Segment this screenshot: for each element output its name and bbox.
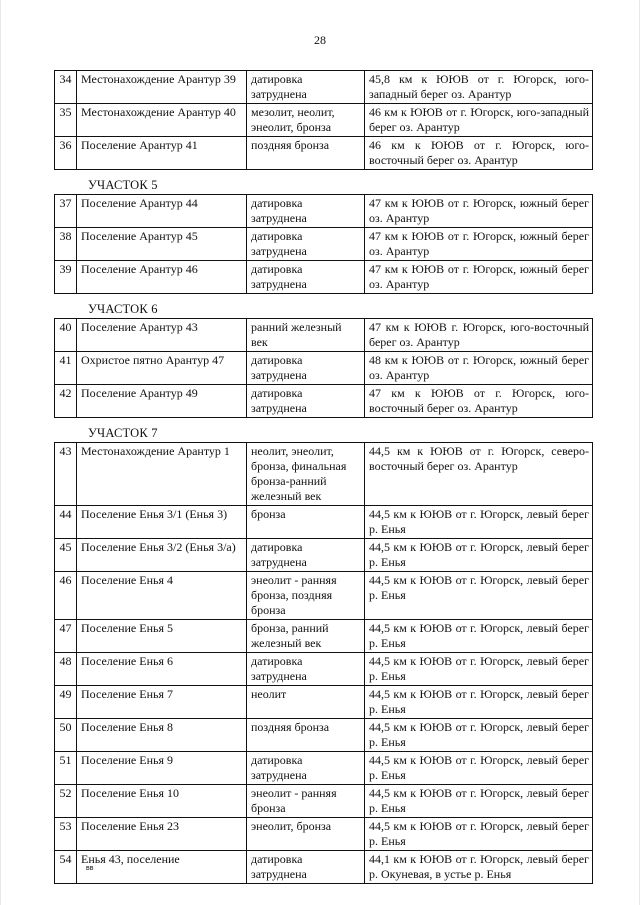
site-location: 44,5 км к ЮЮВ от г. Югорск, левый берег р. Енья <box>365 572 593 620</box>
site-dating: неолит <box>247 686 365 719</box>
row-number: 42 <box>55 385 77 418</box>
table-row <box>55 352 593 385</box>
row-number: 36 <box>55 137 77 170</box>
site-location: 44,5 км к ЮЮВ от г. Югорск, левый берег р. Енья <box>365 506 593 539</box>
section-uchastok-5 <box>54 194 592 294</box>
table-row <box>55 71 593 104</box>
site-location: 47 км к ЮЮВ от г. Югорск, южный берег оз. Арантур <box>365 195 593 228</box>
row-number: 43 <box>55 443 77 506</box>
row-number: 51 <box>55 752 77 785</box>
site-dating: поздняя бронза <box>247 137 365 170</box>
site-dating: мезолит, неолит, энеолит, бронза <box>247 104 365 137</box>
site-name: Поселение Арантур 44 <box>77 195 247 228</box>
site-name: Поселение Арантур 45 <box>77 228 247 261</box>
row-number: 52 <box>55 785 77 818</box>
table-row <box>55 319 593 352</box>
site-dating: датировка затруднена <box>247 228 365 261</box>
site-location: 44,5 км к ЮЮВ от г. Югорск, левый берег р. Енья <box>365 686 593 719</box>
site-name: Местонахождение Арантур 40 <box>77 104 247 137</box>
table-row <box>55 818 593 851</box>
table-row <box>55 137 593 170</box>
site-location: 47 км к ЮЮВ от г. Югорск, юго-восточный берег оз. Арантур <box>365 385 593 418</box>
site-name: Поселение Енья 5 <box>77 620 247 653</box>
section-uchastok-7 <box>54 442 592 884</box>
footer-mark: вв <box>86 865 94 872</box>
row-number: 44 <box>55 506 77 539</box>
site-dating: энеолит - ранняя бронза, поздняя бронза <box>247 572 365 620</box>
site-dating: датировка затруднена <box>247 539 365 572</box>
table-row <box>55 620 593 653</box>
site-name: Местонахождение Арантур 1 <box>77 443 247 506</box>
table-row <box>55 195 593 228</box>
table-row <box>55 752 593 785</box>
site-name: Поселение Арантур 43 <box>77 319 247 352</box>
row-number: 54 <box>55 851 77 884</box>
row-number: 47 <box>55 620 77 653</box>
section-title: УЧАСТОК 5 <box>88 178 158 192</box>
site-dating: датировка затруднена <box>247 385 365 418</box>
site-location: 46 км к ЮЮВ от г. Югорск, юго-восточный берег оз. Арантур <box>365 137 593 170</box>
site-dating: датировка затруднена <box>247 71 365 104</box>
site-dating: датировка затруднена <box>247 653 365 686</box>
site-location: 47 км к ЮЮВ г. Югорск, юго-восточный берег оз. Арантур <box>365 319 593 352</box>
site-location: 44,5 км к ЮЮВ от г. Югорск, левый берег р. Енья <box>365 818 593 851</box>
table-row <box>55 228 593 261</box>
row-number: 40 <box>55 319 77 352</box>
site-location: 44,5 км к ЮЮВ от г. Югорск, северо-восточный берег оз. Арантур <box>365 443 593 506</box>
row-number: 45 <box>55 539 77 572</box>
table-row <box>55 104 593 137</box>
site-name: Поселение Енья 6 <box>77 653 247 686</box>
site-location: 44,5 км к ЮЮВ от г. Югорск, левый берег р. Енья <box>365 539 593 572</box>
row-number: 34 <box>55 71 77 104</box>
row-number: 35 <box>55 104 77 137</box>
row-number: 48 <box>55 653 77 686</box>
row-number: 46 <box>55 572 77 620</box>
site-dating: неолит, энеолит, бронза, финальная бронза-ранний железный век <box>247 443 365 506</box>
site-name: Поселение Енья 7 <box>77 686 247 719</box>
site-location: 47 км к ЮЮВ от г. Югорск, южный берег оз. Арантур <box>365 261 593 294</box>
site-name: Поселение Енья 3/1 (Енья 3) <box>77 506 247 539</box>
site-location: 44,1 км к ЮЮВ от г. Югорск, левый берег р. Окуневая, в устье р. Енья <box>365 851 593 884</box>
site-dating: датировка затруднена <box>247 352 365 385</box>
sites-table <box>54 442 593 884</box>
site-name: Поселение Енья 8 <box>77 719 247 752</box>
site-location: 44,5 км к ЮЮВ от г. Югорск, левый берег р. Енья <box>365 785 593 818</box>
sites-table <box>54 318 593 418</box>
table-row <box>55 785 593 818</box>
section-uchastok-6 <box>54 318 592 418</box>
table-row <box>55 385 593 418</box>
site-dating: датировка затруднена <box>247 851 365 884</box>
site-location: 48 км к ЮЮВ от г. Югорск, южный берег оз. Арантур <box>365 352 593 385</box>
page-number: 28 <box>314 33 326 47</box>
site-location: 45,8 км к ЮЮВ от г. Югорск, юго-западный берег оз. Арантур <box>365 71 593 104</box>
site-dating: бронза <box>247 506 365 539</box>
site-dating: бронза, ранний железный век <box>247 620 365 653</box>
site-dating: поздняя бронза <box>247 719 365 752</box>
sites-table <box>54 70 593 170</box>
site-name: Поселение Арантур 46 <box>77 261 247 294</box>
site-name: Поселение Енья 10 <box>77 785 247 818</box>
row-number: 38 <box>55 228 77 261</box>
site-dating: датировка затруднена <box>247 752 365 785</box>
row-number: 50 <box>55 719 77 752</box>
table-row <box>55 719 593 752</box>
site-name: Охристое пятно Арантур 47 <box>77 352 247 385</box>
sites-table <box>54 194 593 294</box>
site-dating: энеолит - ранняя бронза <box>247 785 365 818</box>
site-name: Поселение Енья 9 <box>77 752 247 785</box>
site-name: Поселение Енья 23 <box>77 818 247 851</box>
table-row <box>55 572 593 620</box>
site-name: Енья 43, поселение <box>77 851 247 884</box>
section-continuation <box>54 70 592 170</box>
site-dating: датировка затруднена <box>247 261 365 294</box>
row-number: 41 <box>55 352 77 385</box>
site-location: 46 км к ЮЮВ от г. Югорск, юго-западный берег оз. Арантур <box>365 104 593 137</box>
site-name: Поселение Енья 4 <box>77 572 247 620</box>
table-row <box>55 686 593 719</box>
site-dating: датировка затруднена <box>247 195 365 228</box>
row-number: 39 <box>55 261 77 294</box>
row-number: 49 <box>55 686 77 719</box>
site-location: 44,5 км к ЮЮВ от г. Югорск, левый берег р. Енья <box>365 719 593 752</box>
table-row <box>55 653 593 686</box>
site-name: Поселение Арантур 41 <box>77 137 247 170</box>
site-location: 44,5 км к ЮЮВ от г. Югорск, левый берег р. Енья <box>365 752 593 785</box>
site-dating: ранний железный век <box>247 319 365 352</box>
site-location: 44,5 км к ЮЮВ от г. Югорск, левый берег р. Енья <box>365 620 593 653</box>
section-title: УЧАСТОК 7 <box>88 426 158 440</box>
table-row <box>55 506 593 539</box>
row-number: 53 <box>55 818 77 851</box>
table-row <box>55 539 593 572</box>
table-row <box>55 443 593 506</box>
site-dating: энеолит, бронза <box>247 818 365 851</box>
site-location: 47 км к ЮЮВ от г. Югорск, южный берег оз. Арантур <box>365 228 593 261</box>
table-row <box>55 851 593 884</box>
section-title: УЧАСТОК 6 <box>88 302 158 316</box>
site-name: Поселение Енья 3/2 (Енья 3/а) <box>77 539 247 572</box>
site-name: Местонахождение Арантур 39 <box>77 71 247 104</box>
table-row <box>55 261 593 294</box>
site-location: 44,5 км к ЮЮВ от г. Югорск, левый берег р. Енья <box>365 653 593 686</box>
site-name: Поселение Арантур 49 <box>77 385 247 418</box>
row-number: 37 <box>55 195 77 228</box>
